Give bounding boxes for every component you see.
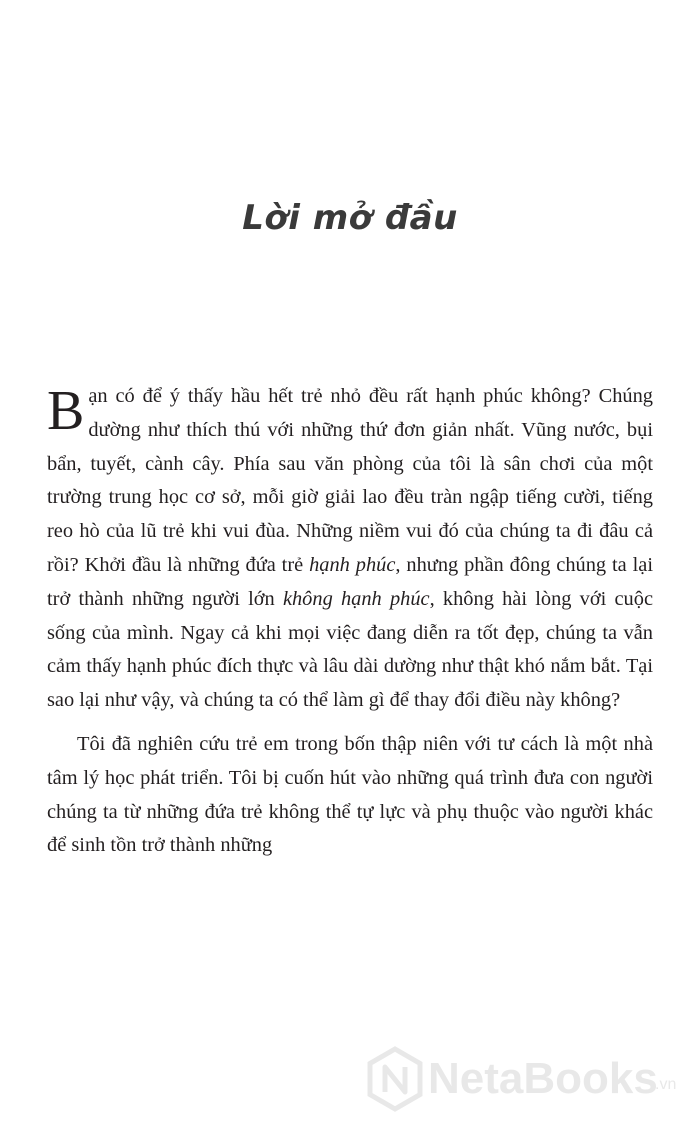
paragraph-1	[47, 380, 653, 718]
body-text	[47, 380, 653, 863]
watermark-suffix: .vn	[655, 1076, 677, 1093]
paragraph-2: Tôi đã nghiên cứu trẻ em trong bốn thập niên với tư cách là một nhà tâm lý học phát triển. Tôi bị cuốn hút vào những quá trình đưa con người chúng ta từ những đứa trẻ không thể tự lực và phụ thuộc vào người khác để sinh tồn trở thành những	[47, 732, 653, 857]
paragraph-1-run-3: , không hài lòng với cuộc sống của mình. Ngay cả khi mọi việc đang diễn ra tốt đẹp, chúng ta vẫn cảm thấy hạnh phúc đích thực và lâu dài dường như thật khó nắm bắt. Tại sao lại như vậy, và chúng ta có thể làm gì để thay đổi điều này không?	[47, 587, 654, 712]
watermark	[366, 1046, 696, 1112]
emphasis-unhappy: không hạnh phúc	[282, 587, 430, 610]
chapter-title: Lời mở đầu	[242, 198, 458, 238]
watermark-brand: NetaBooks	[428, 1054, 658, 1103]
emphasis-happy: hạnh phúc	[309, 553, 396, 576]
netabooks-logo-icon	[366, 1046, 424, 1112]
paragraph-1-run-2: , nhưng phần đông chúng ta lại trở thành những người lớn	[47, 553, 653, 610]
paragraph-1-run-1: ạn có để ý thấy hầu hết trẻ nhỏ đều rất hạnh phúc không? Chúng dường như thích thú với những thứ đơn giản nhất. Vũng nước, bụi bẩn, tuyết, cành cây. Phía sau văn phòng của tôi là sân chơi của một trường trung học cơ sở, mỗi giờ giải lao đều tràn ngập tiếng cười, tiếng reo hò của lũ trẻ khi vui đùa. Những niềm vui đó của chúng ta đi đâu cả rồi? Khởi đầu là những đứa trẻ	[47, 385, 653, 576]
drop-cap: B	[47, 380, 85, 442]
